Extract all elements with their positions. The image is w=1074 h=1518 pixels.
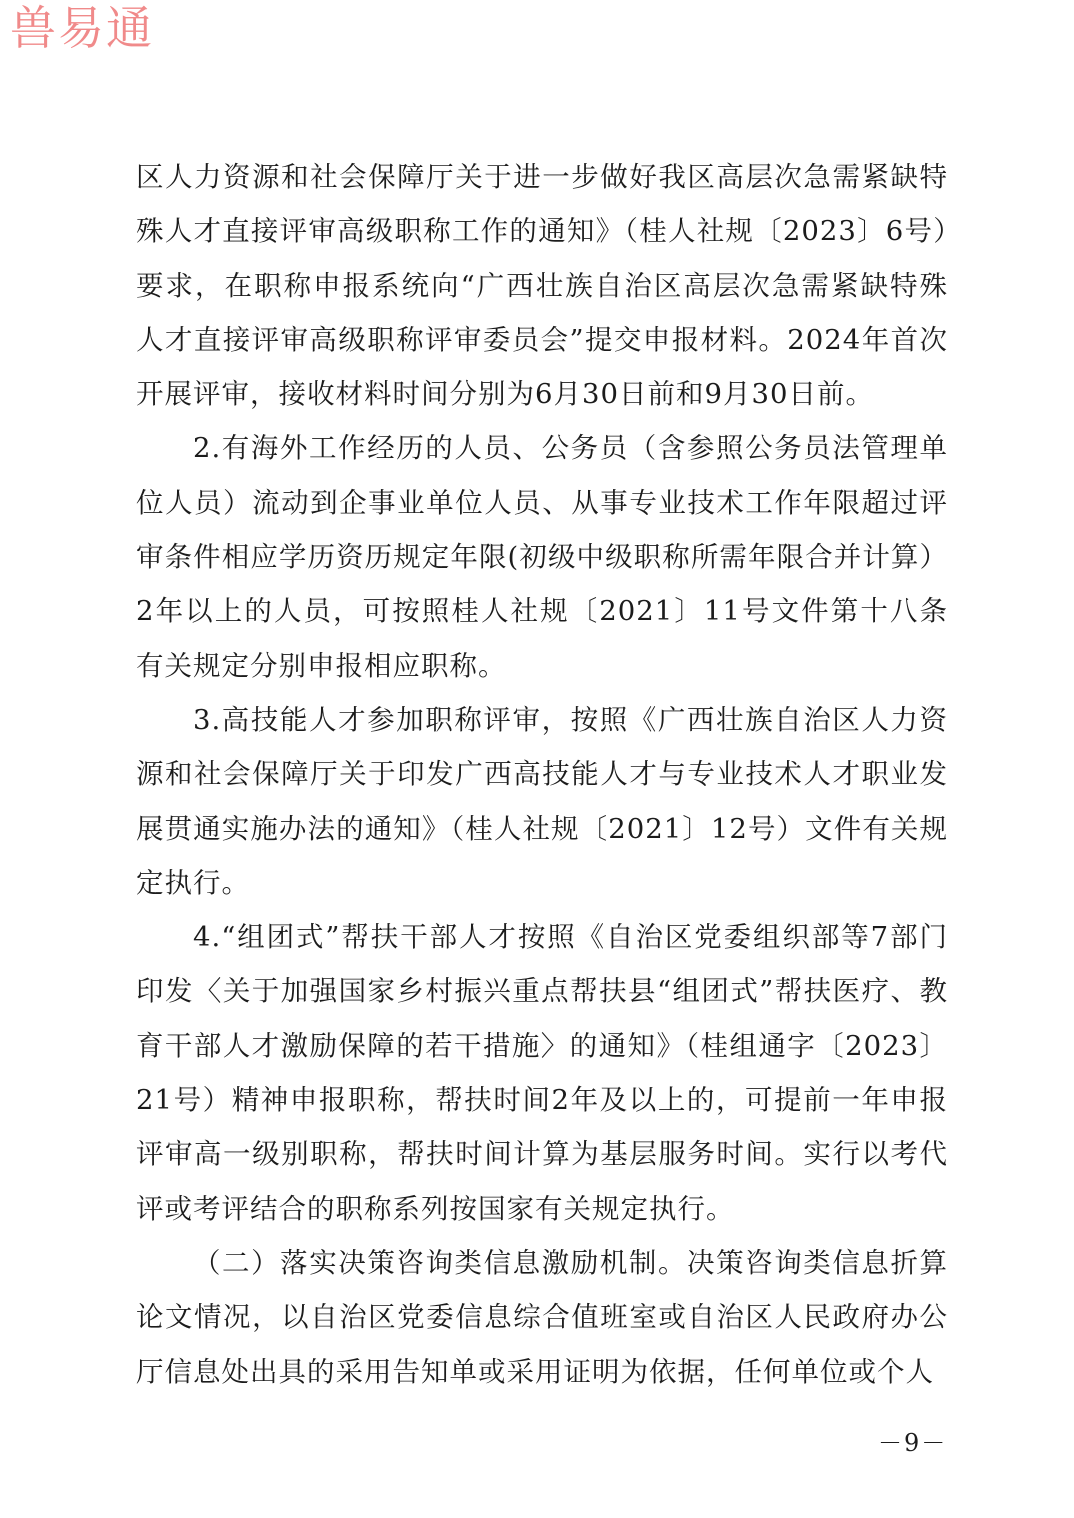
paragraph-3: 3.高技能人才参加职称评审，按照《广西壮族自治区人力资源和社会保障厅关于印发广西高技能人才与专业技术人才职业发展贯通实施办法的通知》（桂人社规〔2021〕12号）文件有关规定执行。: [136, 703, 948, 899]
paragraph-2: 2.有海外工作经历的人员、公务员（含参照公务员法管理单位人员）流动到企事业单位人员、从事专业技术工作年限超过评审条件相应学历资历规定年限(初级中级职称所需年限合并计算）2年以上的人员，可按照桂人社规〔2021〕11号文件第十八条有关规定分别申报相应职称。: [136, 432, 948, 682]
document-body: [136, 150, 948, 1399]
paragraph-4: 4.“组团式”帮扶干部人才按照《自治区党委组织部等7部门印发〈关于加强国家乡村振兴重点帮扶县“组团式”帮扶医疗、教育干部人才激励保障的若干措施〉的通知》（桂组通字〔2023〕21号）精神申报职称，帮扶时间2年及以上的，可提前一年申报评审高一级别职称，帮扶时间计算为基层服务时间。实行以考代评或考评结合的职称系列按国家有关规定执行。: [136, 921, 948, 1225]
paragraph-5: （二）落实决策咨询类信息激励机制。决策咨询类信息折算论文情况，以自治区党委信息综合值班室或自治区人民政府办公厅信息处出具的采用告知单或采用证明为依据，任何单位或个人: [136, 1246, 948, 1388]
page-number: －9－: [878, 1429, 948, 1457]
paragraph-1: 区人力资源和社会保障厅关于进一步做好我区高层次急需紧缺特殊人才直接评审高级职称工作的通知》（桂人社规〔2023〕6号）要求，在职称申报系统向“广西壮族自治区高层次急需紧缺特殊人才直接评审高级职称评审委员会”提交申报材料。2024年首次开展评审，接收材料时间分别为6月30日前和9月30日前。: [136, 161, 948, 411]
watermark-logo: 兽易通: [10, 1, 154, 55]
